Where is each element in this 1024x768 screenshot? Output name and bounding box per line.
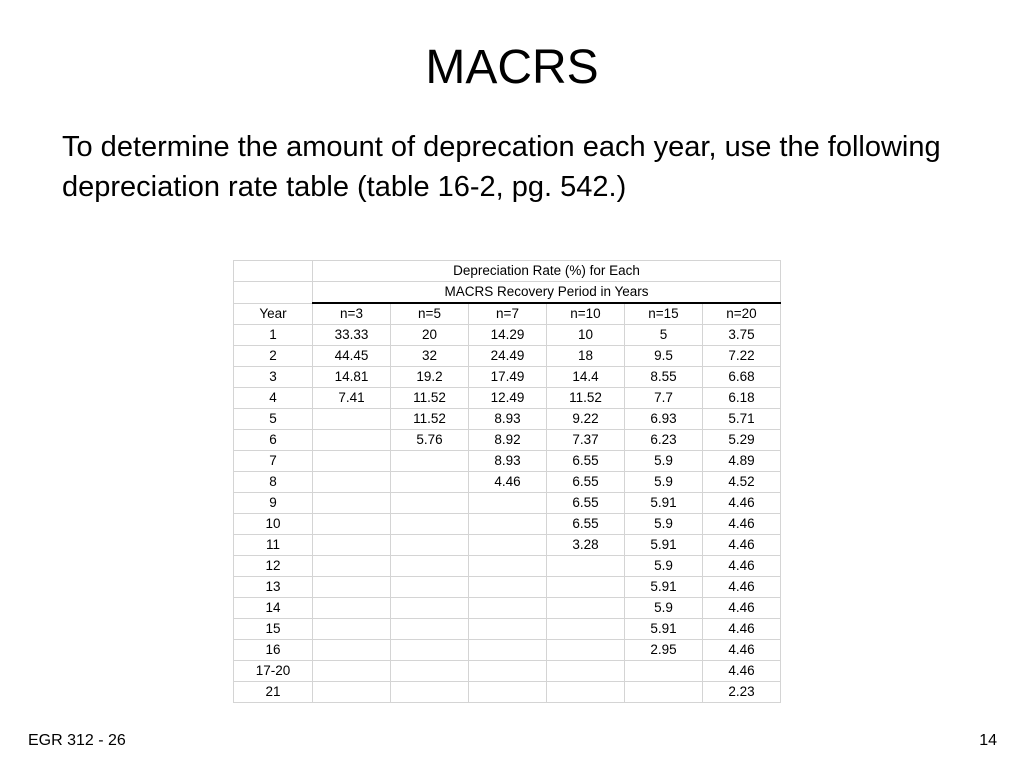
table-cell-n20: 6.18 [703, 388, 781, 409]
table-cell-n3 [313, 577, 391, 598]
column-header-n7: n=7 [469, 303, 547, 325]
table-cell-n10 [547, 577, 625, 598]
table-cell-n20: 4.46 [703, 661, 781, 682]
table-cell-n7 [469, 661, 547, 682]
table-cell-n7: 14.29 [469, 325, 547, 346]
table-cell-year: 3 [234, 367, 313, 388]
table-cell-n7: 17.49 [469, 367, 547, 388]
table-cell-n7 [469, 640, 547, 661]
table-cell-n10 [547, 640, 625, 661]
table-cell-n10: 6.55 [547, 451, 625, 472]
table-row [234, 472, 781, 493]
table-cell-n3: 44.45 [313, 346, 391, 367]
table-cell-year: 15 [234, 619, 313, 640]
table-cell-n10 [547, 598, 625, 619]
table-cell-n15: 6.93 [625, 409, 703, 430]
table-cell-n10: 11.52 [547, 388, 625, 409]
table-cell-n15: 5.9 [625, 556, 703, 577]
table-cell-n3: 14.81 [313, 367, 391, 388]
table-cell-n7: 12.49 [469, 388, 547, 409]
table-cell-n7 [469, 514, 547, 535]
table-row [234, 661, 781, 682]
table-row [234, 682, 781, 703]
table-cell-n3 [313, 661, 391, 682]
column-header-n15: n=15 [625, 303, 703, 325]
table-cell-year: 7 [234, 451, 313, 472]
depreciation-rate-table-container [233, 260, 781, 703]
table-cell-n10: 6.55 [547, 514, 625, 535]
table-cell-n3 [313, 409, 391, 430]
table-cell-n5 [391, 682, 469, 703]
table-cell-n15: 2.95 [625, 640, 703, 661]
table-cell-n3 [313, 514, 391, 535]
table-row [234, 346, 781, 367]
table-cell-n15: 9.5 [625, 346, 703, 367]
table-cell-year: 9 [234, 493, 313, 514]
table-cell-n15: 5.9 [625, 598, 703, 619]
table-cell-n10: 9.22 [547, 409, 625, 430]
table-cell-n5: 20 [391, 325, 469, 346]
table-column-header-row [234, 303, 781, 325]
depreciation-rate-table [233, 260, 781, 703]
table-cell-n3 [313, 472, 391, 493]
table-cell-n15: 5.91 [625, 619, 703, 640]
table-cell-n5 [391, 535, 469, 556]
table-cell-n20: 6.68 [703, 367, 781, 388]
table-cell-n20: 4.46 [703, 493, 781, 514]
table-cell-year: 12 [234, 556, 313, 577]
table-cell-n10 [547, 661, 625, 682]
table-header-row-2 [234, 282, 781, 304]
table-cell-n7: 24.49 [469, 346, 547, 367]
table-cell-n7: 4.46 [469, 472, 547, 493]
table-cell-n10: 6.55 [547, 472, 625, 493]
table-cell-n5 [391, 451, 469, 472]
slide-body-text: To determine the amount of deprecation each year, use the following depreciation rate table (table 16-2, pg. 542.) [62, 131, 941, 203]
table-cell-n15: 5.91 [625, 493, 703, 514]
table-cell-year: 1 [234, 325, 313, 346]
table-cell-n15: 7.7 [625, 388, 703, 409]
table-cell-n3 [313, 493, 391, 514]
table-cell-n20: 2.23 [703, 682, 781, 703]
slide-title: MACRS [425, 41, 599, 94]
table-row [234, 451, 781, 472]
table-cell-n5 [391, 661, 469, 682]
column-header-n3: n=3 [313, 303, 391, 325]
table-cell-n15: 5.9 [625, 451, 703, 472]
table-header-row-1 [234, 261, 781, 282]
table-cell-n10: 10 [547, 325, 625, 346]
table-row [234, 619, 781, 640]
table-cell-n10 [547, 619, 625, 640]
table-cell-n7 [469, 556, 547, 577]
table-cell-n7 [469, 619, 547, 640]
table-row [234, 577, 781, 598]
table-cell-n7: 8.93 [469, 409, 547, 430]
table-cell-n5 [391, 598, 469, 619]
table-cell-n3 [313, 451, 391, 472]
table-cell-n15: 5.91 [625, 535, 703, 556]
table-cell-n20: 4.46 [703, 619, 781, 640]
column-header-n20: n=20 [703, 303, 781, 325]
table-cell-n5 [391, 514, 469, 535]
table-cell-n5: 5.76 [391, 430, 469, 451]
table-row [234, 388, 781, 409]
table-header-line-2: MACRS Recovery Period in Years [313, 282, 781, 304]
table-cell-n5 [391, 640, 469, 661]
table-cell-n20: 4.46 [703, 577, 781, 598]
table-cell-year: 21 [234, 682, 313, 703]
table-cell-n15: 5.91 [625, 577, 703, 598]
table-cell-n20: 4.46 [703, 535, 781, 556]
table-row [234, 367, 781, 388]
table-cell-year: 6 [234, 430, 313, 451]
table-cell-n20: 4.46 [703, 640, 781, 661]
table-cell-n3 [313, 556, 391, 577]
table-cell-n15: 5.9 [625, 514, 703, 535]
table-cell-n3 [313, 535, 391, 556]
table-row [234, 535, 781, 556]
table-cell-n3: 7.41 [313, 388, 391, 409]
table-cell-n5: 19.2 [391, 367, 469, 388]
table-cell-year: 10 [234, 514, 313, 535]
table-cell-n10: 3.28 [547, 535, 625, 556]
table-cell-year: 2 [234, 346, 313, 367]
table-cell-n7: 8.93 [469, 451, 547, 472]
table-cell-n20: 4.46 [703, 598, 781, 619]
table-cell-n3 [313, 682, 391, 703]
table-cell-n3: 33.33 [313, 325, 391, 346]
table-cell-n15 [625, 661, 703, 682]
table-row [234, 325, 781, 346]
footer-page-number: 14 [979, 732, 997, 749]
table-cell-n20: 4.46 [703, 556, 781, 577]
table-cell-n20: 4.89 [703, 451, 781, 472]
table-cell-year: 11 [234, 535, 313, 556]
table-cell-n3 [313, 640, 391, 661]
column-header-n10: n=10 [547, 303, 625, 325]
table-cell-n15 [625, 682, 703, 703]
table-cell-n10: 7.37 [547, 430, 625, 451]
table-row [234, 640, 781, 661]
table-cell-n15: 8.55 [625, 367, 703, 388]
table-cell-year: 17-20 [234, 661, 313, 682]
table-cell-n3 [313, 619, 391, 640]
table-cell-n20: 3.75 [703, 325, 781, 346]
table-cell-year: 5 [234, 409, 313, 430]
table-row [234, 493, 781, 514]
table-cell-n10: 18 [547, 346, 625, 367]
table-row [234, 430, 781, 451]
table-row [234, 514, 781, 535]
table-cell-n5 [391, 619, 469, 640]
table-cell-n5: 11.52 [391, 388, 469, 409]
table-cell-year: 13 [234, 577, 313, 598]
table-cell-n20: 7.22 [703, 346, 781, 367]
table-cell-n5 [391, 493, 469, 514]
table-cell-n20: 5.29 [703, 430, 781, 451]
table-header-blank-cell [234, 261, 313, 282]
table-cell-n5 [391, 556, 469, 577]
footer-course-label: EGR 312 - 26 [28, 732, 126, 749]
table-cell-n15: 5.9 [625, 472, 703, 493]
table-cell-n7 [469, 577, 547, 598]
table-cell-n5: 11.52 [391, 409, 469, 430]
table-cell-year: 8 [234, 472, 313, 493]
table-cell-n7 [469, 598, 547, 619]
table-cell-n5 [391, 472, 469, 493]
table-cell-n3 [313, 598, 391, 619]
table-header-line-1: Depreciation Rate (%) for Each [313, 261, 781, 282]
column-header-n5: n=5 [391, 303, 469, 325]
table-cell-n10: 6.55 [547, 493, 625, 514]
table-row [234, 598, 781, 619]
table-cell-n10 [547, 682, 625, 703]
table-cell-n10: 14.4 [547, 367, 625, 388]
table-cell-n5: 32 [391, 346, 469, 367]
table-cell-n7: 8.92 [469, 430, 547, 451]
table-cell-n20: 4.46 [703, 514, 781, 535]
table-cell-n7 [469, 535, 547, 556]
table-header-blank-cell [234, 282, 313, 304]
table-cell-n20: 4.52 [703, 472, 781, 493]
table-cell-n10 [547, 556, 625, 577]
table-cell-n15: 6.23 [625, 430, 703, 451]
table-cell-n7 [469, 493, 547, 514]
table-cell-n20: 5.71 [703, 409, 781, 430]
table-cell-n15: 5 [625, 325, 703, 346]
column-header-year: Year [234, 303, 313, 325]
table-cell-n3 [313, 430, 391, 451]
table-cell-year: 16 [234, 640, 313, 661]
table-row [234, 556, 781, 577]
table-cell-n7 [469, 682, 547, 703]
table-cell-year: 4 [234, 388, 313, 409]
table-cell-n5 [391, 577, 469, 598]
table-cell-year: 14 [234, 598, 313, 619]
table-row [234, 409, 781, 430]
